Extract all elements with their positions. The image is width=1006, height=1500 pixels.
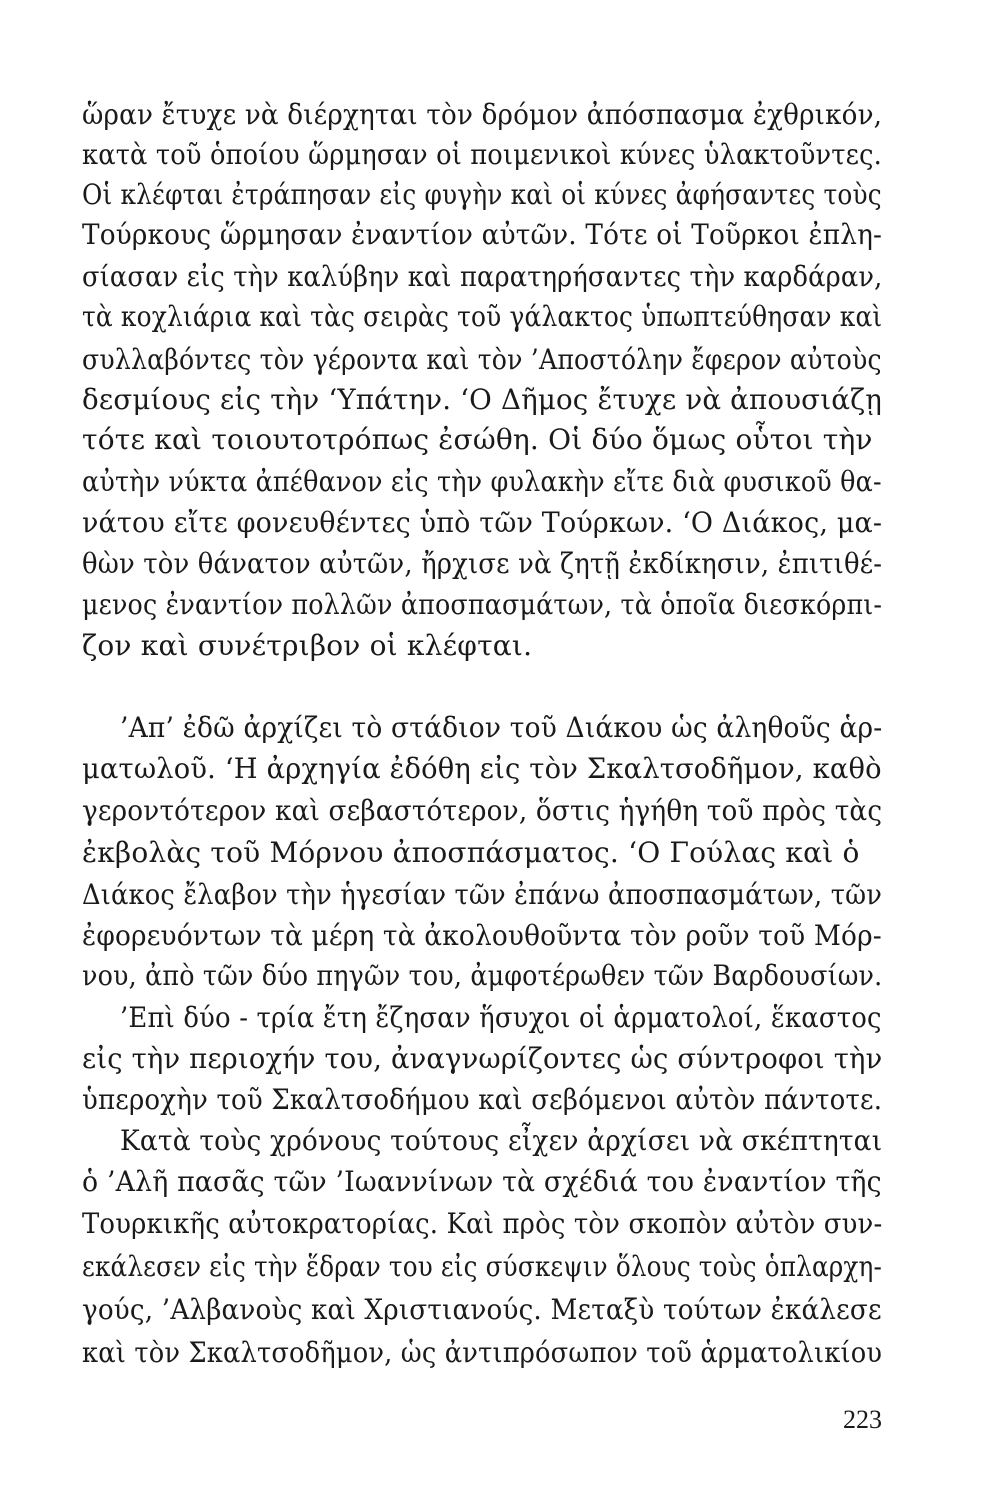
text-line: ματωλοῦ. ‘Η ἀρχηγία ἐδόθη εἰς τὸν Σκαλτσοδῆμον, καθὸ xyxy=(82,752,882,785)
text-line: νάτου εἴτε φονευθέντες ὑπὸ τῶν Τούρκων. ‘Ο Διάκος, μα- xyxy=(82,506,883,539)
text-line: ’Απ’ ἐδῶ ἀρχίζει τὸ στάδιον τοῦ Διάκου ὡς ἀληθοῦς ἁρ- xyxy=(120,711,883,744)
page-number: 223 xyxy=(843,1405,882,1434)
text-line: ὑπεροχὴν τοῦ Σκαλτσοδήμου καὶ σεβόμενοι αὐτὸν πάντοτε. xyxy=(82,1083,883,1116)
text-line: Οἱ κλέφται ἐτράπησαν εἰς φυγὴν καὶ οἱ κύνες ἀφήσαντες τοὺς xyxy=(82,178,882,211)
text-line: γούς, ’Αλβανοὺς καὶ Χριστιανούς. Μεταξὺ τούτων ἐκάλεσε xyxy=(82,1293,882,1326)
text-line: αὐτὴν νύκτα ἀπέθανον εἰς τὴν φυλακὴν εἴτε διὰ φυσικοῦ θα- xyxy=(82,465,882,498)
text-line: θὼν τὸν θάνατον αὐτῶν, ἤρχισε νὰ ζητῇ ἐκδίκησιν, ἐπιτιθέ- xyxy=(82,547,883,580)
text-line: Κατὰ τοὺς χρόνους τούτους εἶχεν ἀρχίσει νὰ σκέπτηται xyxy=(120,1124,883,1157)
text-line: Τουρκικῆς αὐτοκρατορίας. Καὶ πρὸς τὸν σκοπὸν αὐτὸν συν- xyxy=(82,1207,883,1240)
text-line: κατὰ τοῦ ὁποίου ὥρμησαν οἱ ποιμενικοὶ κύνες ὑλακτοῦντες. xyxy=(82,138,882,171)
text-line: μενος ἐναντίον πολλῶν ἀποσπασμάτων, τὰ ὁποῖα διεσκόρπι- xyxy=(82,588,883,621)
text-line: εκάλεσεν εἰς τὴν ἕδραν του εἰς σύσκεψιν ὅλους τοὺς ὁπλαρχη- xyxy=(82,1250,882,1283)
text-line: καὶ τὸν Σκαλτσοδῆμον, ὡς ἀντιπρόσωπον τοῦ ἁρματολικίου xyxy=(82,1336,883,1369)
text-line: ’Επὶ δύο - τρία ἔτη ἔζησαν ἥσυχοι οἱ ἁρματολοί, ἕκαστος xyxy=(120,1001,882,1034)
text-line: Τούρκους ὥρμησαν ἐναντίον αὐτῶν. Τότε οἱ Τοῦρκοι ἐπλη- xyxy=(82,218,883,251)
text-line: τὰ κοχλιάρια καὶ τὰς σειρὰς τοῦ γάλακτος ὑπωπτεύθησαν καὶ xyxy=(82,300,883,333)
text-line: σίασαν εἰς τὴν καλύβην καὶ παρατηρήσαντες τὴν καρδάραν, xyxy=(82,260,883,293)
text-line: τότε καὶ τοιουτοτρόπως ἐσώθη. Οἱ δύο ὅμως οὗτοι τὴν xyxy=(82,423,873,456)
text-line: ὥραν ἔτυχε νὰ διέρχηται τὸν δρόμον ἀπόσπασμα ἐχθρικόν, xyxy=(82,98,883,131)
text-line: νου, ἀπὸ τῶν δύο πηγῶν του, ἀμφοτέρωθεν τῶν Βαρδουσίων. xyxy=(82,959,883,992)
text-line: Διάκος ἔλαβον τὴν ἡγεσίαν τῶν ἐπάνω ἀποσπασμάτων, τῶν xyxy=(82,878,883,911)
text-line: ἐφορευόντων τὰ μέρη τὰ ἀκολουθοῦντα τὸν ροῦν τοῦ Μόρ- xyxy=(82,919,882,952)
text-line: δεσμίους εἰς τὴν ‘Υπάτην. ‘Ο Δῆμος ἔτυχε νὰ ἀπουσιάζῃ xyxy=(82,383,883,416)
text-line: εἰς τὴν περιοχήν του, ἀναγνωρίζοντες ὡς σύντροφοι τὴν xyxy=(82,1042,883,1075)
text-line: ἐκβολὰς τοῦ Μόρνου ἀποσπάσματος. ‘Ο Γούλας καὶ ὁ xyxy=(82,836,860,869)
text-line: συλλαβόντες τὸν γέροντα καὶ τὸν ’Αποστόλην ἔφερον αὐτοὺς xyxy=(82,343,882,376)
text-line: ζον καὶ συνέτριβον οἱ κλέφται. xyxy=(82,629,533,662)
text-line: γεροντότερον καὶ σεβαστότερον, ὅστις ἡγήθη τοῦ πρὸς τὰς xyxy=(82,794,883,827)
text-line: ὁ ’Αλῆ πασᾶς τῶν ’Ιωαννίνων τὰ σχέδιά του ἐναντίον τῆς xyxy=(82,1165,882,1198)
